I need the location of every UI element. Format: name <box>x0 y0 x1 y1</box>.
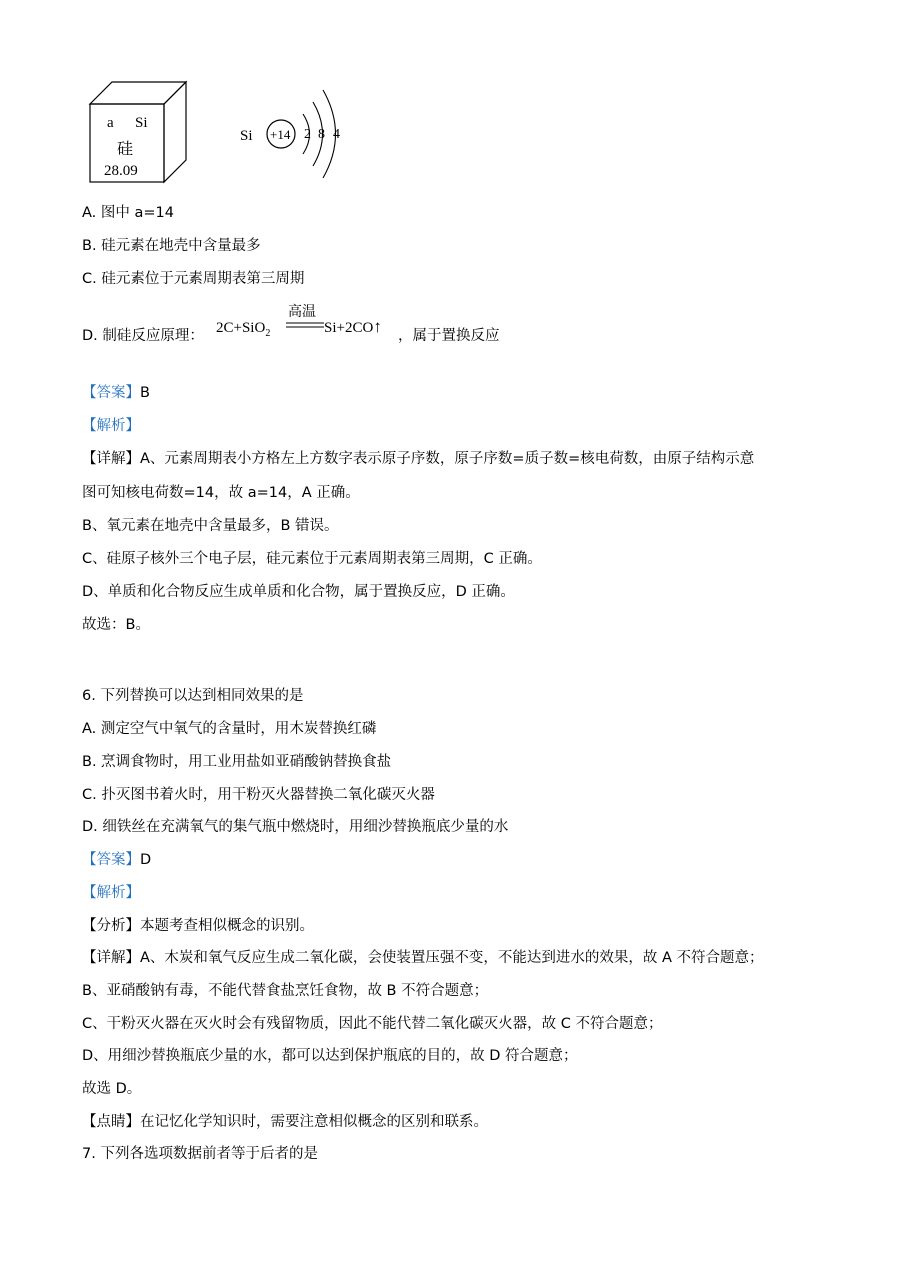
cell-name: 硅 <box>117 139 134 158</box>
q6-answer-value: D <box>140 852 152 868</box>
q6-answer <box>82 850 151 870</box>
cell-symbol: Si <box>135 115 148 131</box>
q6-analysis-tag: 【解析】 <box>82 885 140 901</box>
q5-answer <box>82 383 150 403</box>
q7-stem: 7. 下列各选项数据前者等于后者的是 <box>82 1146 318 1162</box>
q6-stem: 6. 下列替换可以达到相同效果的是 <box>82 688 304 704</box>
q5-option-d-prefix: D. 制硅反应原理： <box>82 328 204 344</box>
cell-atomic-number: a <box>107 115 114 131</box>
q6-detail-b: B、亚硝酸钠有毒，不能代替食盐烹饪食物，故 B 不符合题意； <box>82 983 489 999</box>
q6-detail-a-text: A、木炭和氧气反应生成二氧化碳，会使装置压强不变，不能达到进水的效果，故 A 不符合题意； <box>140 950 764 966</box>
q5-answer-tag: 【答案】 <box>82 385 140 401</box>
q6-detail-tag: 【详解】 <box>82 950 140 966</box>
nucleus-charge: +14 <box>270 127 291 142</box>
q6-option-b: B. 烹调食物时，用工业用盐如亚硝酸钠替换食盐 <box>82 754 392 770</box>
q5-detail-c: C、硅原子核外三个电子层，硅元素位于元素周期表第三周期，C 正确。 <box>82 551 542 567</box>
q6-answer-tag: 【答案】 <box>82 852 140 868</box>
reaction-equation <box>214 300 414 342</box>
q6-detail-a <box>82 948 764 968</box>
q6-comment <box>82 1112 488 1132</box>
q6-analyze <box>82 916 314 936</box>
q5-option-b: B. 硅元素在地壳中含量最多 <box>82 238 261 254</box>
shell-electrons-3: 4 <box>333 127 340 142</box>
q6-option-c: C. 扑灭图书着火时，用干粉灭火器替换二氧化碳灭火器 <box>82 787 435 803</box>
q6-detail-d: D、用细沙替换瓶底少量的水，都可以达到保护瓶底的目的，故 D 符合题意； <box>82 1048 578 1064</box>
q5-detail-b: B、氧元素在地壳中含量最多，B 错误。 <box>82 518 339 534</box>
q6-choose: 故选 D。 <box>82 1081 142 1097</box>
equation-condition: 高温 <box>288 304 316 320</box>
q5-detail-d: D、单质和化合物反应生成单质和化合物，属于置换反应，D 正确。 <box>82 584 515 600</box>
shell-electrons-1: 2 <box>304 127 311 142</box>
q5-detail-tag: 【详解】 <box>82 451 140 467</box>
q6-comment-tag: 【点睛】 <box>82 1114 140 1130</box>
q6-detail-c: C、干粉灭火器在灭火时会有残留物质，因此不能代替二氧化碳灭火器，故 C 不符合题意； <box>82 1016 663 1032</box>
q5-detail-line-1 <box>82 449 754 469</box>
q5-option-c: C. 硅元素位于元素周期表第三周期 <box>82 271 305 287</box>
q6-analyze-tag: 【分析】 <box>82 918 140 934</box>
q5-option-d-suffix: ，属于置换反应 <box>398 328 500 344</box>
shell-electrons-2: 8 <box>318 127 325 142</box>
silicon-figure <box>82 78 372 188</box>
q5-detail-line-2: 图可知核电荷数=14，故 a=14，A 正确。 <box>82 485 360 501</box>
equation-left: 2C+SiO$_2$ <box>216 320 271 339</box>
q5-detail-text-1: A、元素周期表小方格左上方数字表示原子序数，原子序数=质子数=核电荷数，由原子结构示意 <box>140 451 755 467</box>
q6-option-a: A. 测定空气中氧气的含量时，用木炭替换红磷 <box>82 721 377 737</box>
q5-choose: 故选：B。 <box>82 617 150 633</box>
q6-analyze-text: 本题考查相似概念的识别。 <box>140 918 314 934</box>
q6-comment-text: 在记忆化学知识时，需要注意相似概念的区别和联系。 <box>140 1114 488 1130</box>
atom-symbol: Si <box>240 128 253 144</box>
q6-option-d: D. 细铁丝在充满氧气的集气瓶中燃烧时，用细沙替换瓶底少量的水 <box>82 819 509 835</box>
q5-analysis-tag: 【解析】 <box>82 418 140 434</box>
equation-right: Si+2CO↑ <box>324 317 382 336</box>
cell-mass: 28.09 <box>104 163 138 179</box>
q5-answer-value: B <box>140 385 150 401</box>
q5-option-a: A. 图中 a=14 <box>82 205 174 221</box>
